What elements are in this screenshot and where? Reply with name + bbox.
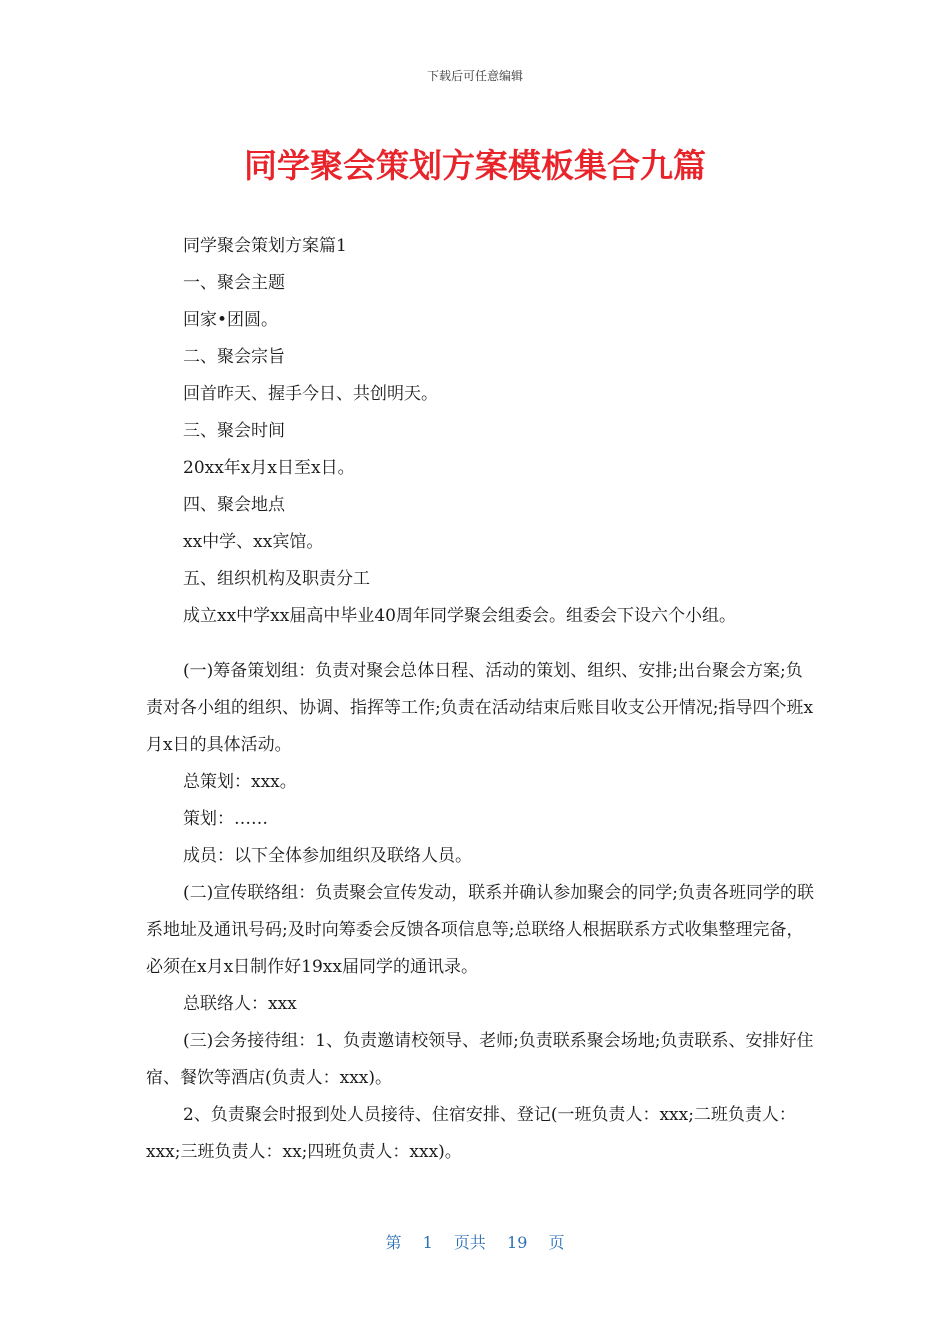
page-footer [0, 1230, 950, 1253]
paragraph: (二)宣传联络组：负责聚会宣传发动，联系并确认参加聚会的同学;负责各班同学的联系地址及通讯号码;及时向筹委会反馈各项信息等;总联络人根据联系方式收集整理完备，必须在x月x日制作好19xx届同学的通讯录。 [146, 883, 814, 977]
document-title: 同学聚会策划方案模板集合九篇 [244, 146, 706, 185]
footer-page-total: 19 [507, 1233, 528, 1252]
footer-label-post: 页 [548, 1233, 565, 1252]
paragraph: 总策划：xxx。 [183, 772, 297, 792]
section-heading: 二、聚会宗旨 [183, 347, 285, 367]
paragraph: (一)筹备策划组：负责对聚会总体日程、活动的策划、组织、安排;出台聚会方案;负责对各小组的组织、协调、指挥等工作;负责在活动结束后账目收支公开情况;指导四个班x月x日的具体活动。 [146, 661, 814, 755]
section-heading: 五、组织机构及职责分工 [183, 569, 370, 589]
section-heading: 四、聚会地点 [183, 495, 285, 515]
paragraph: (三)会务接待组：1、负责邀请校领导、老师;负责联系聚会场地;负责联系、安排好住宿、餐饮等酒店(负责人：xxx)。 [146, 1031, 814, 1088]
paragraph: 策划：…… [183, 809, 268, 829]
section-heading: 一、聚会主题 [183, 273, 285, 293]
footer-label-pre: 第 [385, 1233, 402, 1252]
section-heading: 同学聚会策划方案篇1 [183, 236, 347, 256]
header-note: 下载后可任意编辑 [426, 69, 523, 83]
section-heading: 三、聚会时间 [183, 421, 285, 441]
document-body [146, 228, 818, 1171]
paragraph: 回家•团圆。 [183, 310, 279, 330]
paragraph: xx中学、xx宾馆。 [183, 532, 324, 552]
footer-label-mid: 页共 [453, 1233, 486, 1252]
footer-page-current: 1 [422, 1233, 433, 1252]
paragraph: 回首昨天、握手今日、共创明天。 [183, 384, 438, 404]
paragraph: 成立xx中学xx届高中毕业40周年同学聚会组委会。组委会下设六个小组。 [183, 606, 736, 626]
paragraph: 成员：以下全体参加组织及联络人员。 [183, 846, 472, 866]
paragraph-gap [146, 635, 818, 653]
paragraph: 20xx年x月x日至x日。 [183, 458, 355, 478]
paragraph: 2、负责聚会时报到处人员接待、住宿安排、登记(一班负责人：xxx;二班负责人：xxx;三班负责人：xx;四班负责人：xxx)。 [146, 1105, 796, 1162]
paragraph: 总联络人：xxx [183, 994, 297, 1014]
